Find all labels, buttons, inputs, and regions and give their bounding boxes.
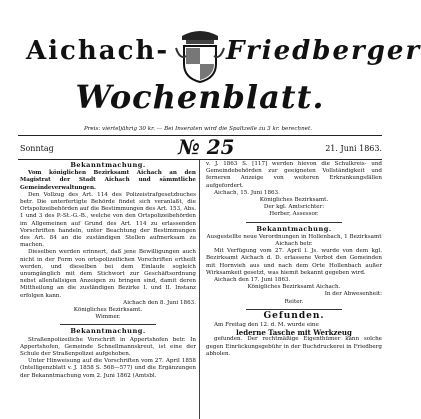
announcement-body: Mit Verfügung vom 27. April l. Js. wurde von dem kgl. Bezirksamt Aichach d. D. erlassene Verbot den Gemeinden mit Hornvieh aus und nach dem Orte Hollenbach außer Wirksamkeit gesetzt, was hiemit bekannt gegeben wird.: [206, 248, 382, 276]
subscription-notice: Preis: vierteljährig 30 kr. — Bei Inseraten wird die Spaltzeile zu 3 kr. berechnet.: [83, 126, 313, 132]
found-notice-heading: Gefunden.: [263, 310, 325, 321]
dateline: [18, 137, 382, 159]
masthead-subtitle: Wochenblatt.: [75, 78, 325, 116]
signoff-office: Königliches Bezirksamt.: [73, 307, 143, 314]
announcement-body: Unter Hinweisung auf die Vorschriften vom 27. April 1858 (Intelligenzblatt v. J. 1858 S. 568—577) und die Ergänzungen der Bekanntmachung vom 2. Juni 1862 (Amtsbl.: [20, 358, 196, 379]
section-divider: [60, 324, 156, 325]
masthead-left-title: Aichach-: [26, 36, 170, 66]
signoff-office: Königliches Bezirksamt Aichach.: [247, 284, 341, 291]
issue-number: № 25: [178, 135, 235, 159]
column-divider: [199, 160, 200, 419]
section-divider: [246, 309, 342, 310]
dateline-rule: [18, 159, 382, 160]
announcement-body: Straßenpolizeiliche Vorschrift in Appertshofen betr. In Appertshofen, Gemeinde Schnellmannskreut, ist eine der Schule der Straßenpolizei aufgehoben.: [20, 336, 196, 358]
masthead-right-title: Friedberger: [226, 36, 421, 66]
signoff-name: Reiter.: [284, 298, 304, 305]
signoff-role: Der kgl. Amtsrichter:: [263, 204, 325, 211]
signoff-date: Aichach, 15. Juni 1863.: [214, 189, 280, 196]
announcement-body: Dieselben werden erinnert, daß jene Bewilligungen auch nicht in der Form von ortspolizeilichen Vorschriften ertheilt werden, und dieselben bei dem Einlaufe sogleich unumgänglich mit dem Stichwort zur Geschäftsordnung nebst allenfallsigen Anzeigen zu bringen sind, damit deren Mittheilung an die zuständigen Bezirke I. und II. Instanz erfolgen kann.: [20, 249, 196, 299]
signoff-name: Herber, Assessor.: [269, 211, 319, 218]
right-column: [206, 161, 382, 358]
coat-of-arms-icon: [172, 26, 228, 84]
signoff-date: Aichach den 8. Juni 1863.: [123, 299, 196, 306]
section-divider: [246, 222, 342, 223]
signoff-name: Wimmer.: [95, 314, 121, 321]
signoff-role: In der Abwesenheit:: [324, 291, 382, 298]
signoff-date: Aichach den 17. Juni 1863.: [214, 277, 291, 284]
announcement-subhead: Ausgestellte neue Verordnungen in Hollenbach, 1 Bezirksamt Aichach betr.: [206, 233, 382, 248]
found-item: lederne Tasche mit Werkzeug: [236, 328, 352, 338]
found-notice-body: Am Freitag den 12. d. M. wurde eine: [214, 322, 319, 329]
announcement-body: Den Vollzug des Art. 114 des Polizeistrafgesetzbuches betr. Die unterfertigte Behörde findet sich veranlaßt, die Ortspolizeibehörden auf die Bestimmungen des Art. 153, Abs. 1 und 3 des P.-St.-G.-B., welche von den Ortspolizeibehörden im Allgemeinen auf Grund des Art. 114 zu erlassenden Vorschriften handeln, unter Beachtung der Bestimmungen des Art. 84 an die zuständigen Stellen aufmerksam zu machen.: [20, 191, 196, 249]
left-column: [20, 161, 196, 380]
announcement-intro: Vom königlichen Bezirksamt Aichach an den Magistrat der Stadt Aichach und sämmtliche Gemeindeverwaltungen.: [20, 170, 196, 191]
announcement-heading: Bekanntmachung.: [256, 224, 332, 233]
found-notice-body: gefunden. Der rechtmäßige Eigenthümer kann solche gegen Einrückungsgebühr in der Buchdruckerei in Friedberg abholen.: [206, 336, 382, 357]
announcement-body: v. J. 1863 S. [117] werden hievon die Schulkreis- und Gemeindebehörden zur geeigneten Vollständigkeit und ferneren Anzeige von weiteren Erkrankungsfällen aufgefordert.: [206, 161, 382, 189]
announcement-heading: Bekanntmachung.: [70, 161, 146, 169]
issue-weekday: Sonntag: [20, 144, 54, 153]
issue-date: 21. Juni 1863.: [325, 144, 382, 153]
signoff-office: Königliches Bezirksamt.: [259, 197, 329, 204]
masthead: [6, 26, 421, 122]
announcement-heading: Bekanntmachung.: [70, 327, 146, 336]
